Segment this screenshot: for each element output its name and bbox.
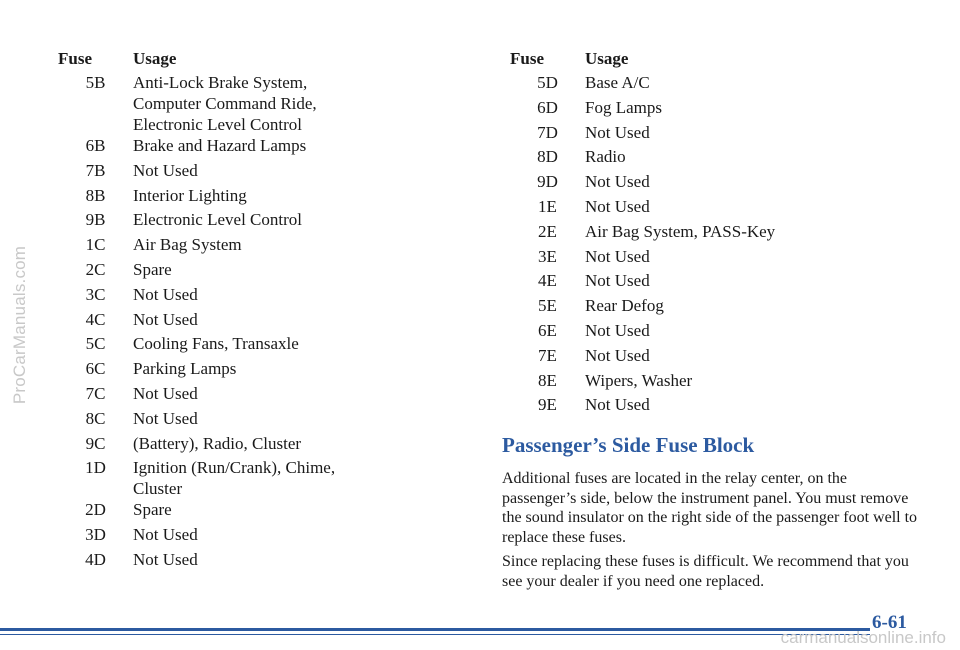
footer-rule xyxy=(0,628,870,638)
fuse-row xyxy=(58,358,358,383)
fuse-row xyxy=(58,259,358,284)
fuse-row xyxy=(58,309,358,334)
fuse-code: 4D xyxy=(85,549,106,569)
fuse-usage: Radio xyxy=(585,147,626,167)
fuse-code: 6C xyxy=(85,359,106,379)
usage-column-header: Usage xyxy=(585,49,629,68)
fuse-code: 1D xyxy=(85,458,106,478)
fuse-code: 3C xyxy=(85,284,106,304)
fuse-code: 7D xyxy=(537,122,558,142)
fuse-usage: Parking Lamps xyxy=(133,359,237,379)
fuse-row xyxy=(58,284,358,309)
fuse-row xyxy=(510,196,840,221)
fuse-code: 1E xyxy=(538,196,557,216)
fuse-row xyxy=(58,499,358,524)
fuse-row xyxy=(58,549,358,574)
fuse-code: 6B xyxy=(85,136,106,155)
fuse-code: 3D xyxy=(85,525,106,545)
fuse-usage: Not Used xyxy=(585,172,650,192)
fuse-row xyxy=(510,122,840,147)
fuse-code: 2D xyxy=(85,500,106,520)
fuse-row xyxy=(58,333,358,358)
fuse-usage: Brake and Hazard Lamps xyxy=(133,136,307,155)
fuse-usage: Wipers, Washer xyxy=(585,370,693,390)
fuse-row xyxy=(510,97,840,122)
fuse-code: 6E xyxy=(538,320,557,340)
page-number: 6-61 xyxy=(872,612,907,633)
fuse-code: 9E xyxy=(538,395,557,415)
fuse-row xyxy=(510,246,840,271)
fuse-row xyxy=(510,72,840,97)
footer-rule-thick xyxy=(0,628,870,631)
fuse-usage: Cooling Fans, Transaxle xyxy=(133,334,299,354)
fuse-usage: Not Used xyxy=(585,122,650,142)
fuse-code: 2E xyxy=(538,221,557,241)
fuse-usage: Electronic Level Control xyxy=(133,210,302,230)
fuse-row xyxy=(510,270,840,295)
fuse-usage: Not Used xyxy=(133,160,198,180)
fuse-row xyxy=(58,408,358,433)
fuse-usage: Not Used xyxy=(133,408,198,428)
fuse-code: 4C xyxy=(85,309,106,329)
fuse-usage: Not Used xyxy=(133,549,198,569)
fuse-code: 5B xyxy=(85,73,106,92)
fuse-usage: Ignition (Run/Crank), Chime, Cluster xyxy=(133,458,336,499)
fuse-row xyxy=(510,171,840,196)
fuse-code: 4E xyxy=(538,271,557,291)
fuse-code: 7C xyxy=(85,383,106,403)
fuse-row xyxy=(58,383,358,408)
fuse-code: 5C xyxy=(85,334,106,354)
fuse-row xyxy=(510,295,840,320)
fuse-usage: Base A/C xyxy=(585,73,650,92)
fuse-row xyxy=(510,221,840,246)
fuse-usage: Interior Lighting xyxy=(133,185,247,205)
usage-column-header: Usage xyxy=(133,49,177,68)
fuse-code: 2C xyxy=(85,259,106,279)
fuse-row xyxy=(58,433,358,458)
right-table-header xyxy=(510,48,840,72)
fuse-usage: Not Used xyxy=(585,345,650,365)
fuse-usage: Not Used xyxy=(133,284,198,304)
fuse-code: 8C xyxy=(85,408,106,428)
left-fuse-table xyxy=(58,48,358,574)
fuse-row xyxy=(58,185,358,210)
section-heading: Passenger’s Side Fuse Block xyxy=(502,433,755,457)
right-fuse-table xyxy=(510,48,840,419)
fuse-row xyxy=(510,146,840,171)
fuse-code: 9C xyxy=(85,433,106,453)
fuse-row xyxy=(58,524,358,549)
fuse-row xyxy=(510,370,840,395)
fuse-code: 6D xyxy=(537,97,558,117)
fuse-usage: Not Used xyxy=(585,320,650,340)
right-table-rows xyxy=(510,72,840,419)
fuse-usage: Spare xyxy=(133,500,172,520)
left-table-header xyxy=(58,48,358,72)
fuse-row xyxy=(510,345,840,370)
fuse-usage: Anti-Lock Brake System, Computer Command Ride, Electronic Level Control xyxy=(133,73,317,134)
fuse-code: 9D xyxy=(537,172,558,192)
fuse-code: 3E xyxy=(538,246,557,266)
fuse-usage: Not Used xyxy=(133,525,198,545)
fuse-column-header: Fuse xyxy=(510,49,544,68)
fuse-row xyxy=(58,209,358,234)
side-watermark-text: ProCarManuals.com xyxy=(10,245,29,405)
fuse-usage: Not Used xyxy=(585,196,650,216)
fuse-column-header: Fuse xyxy=(58,49,92,68)
fuse-code: 8B xyxy=(85,185,106,205)
section-paragraph-2: Since replacing these fuses is difficult. We recommend that you see your dealer if you need one replaced. xyxy=(502,553,909,590)
left-table-rows xyxy=(58,72,358,574)
fuse-usage: Not Used xyxy=(585,246,650,266)
fuse-row xyxy=(58,135,358,160)
fuse-code: 9B xyxy=(85,210,106,230)
fuse-usage: (Battery), Radio, Cluster xyxy=(133,433,302,453)
side-watermark xyxy=(8,0,32,650)
fuse-code: 7B xyxy=(85,160,106,180)
fuse-row xyxy=(510,320,840,345)
fuse-row xyxy=(58,160,358,185)
fuse-code: 1C xyxy=(85,235,106,255)
fuse-row xyxy=(58,457,358,499)
fuse-usage: Rear Defog xyxy=(585,296,664,316)
fuse-usage: Not Used xyxy=(133,309,198,329)
footer-rule-thin xyxy=(0,634,870,635)
fuse-row xyxy=(510,394,840,419)
fuse-usage: Not Used xyxy=(133,383,198,403)
fuse-code: 5E xyxy=(538,296,557,316)
fuse-row xyxy=(58,72,358,135)
fuse-usage: Air Bag System, PASS-Key xyxy=(585,221,776,241)
fuse-usage: Not Used xyxy=(585,271,650,291)
fuse-usage: Not Used xyxy=(585,395,650,415)
section-paragraph-1: Additional fuses are located in the relay center, on the passenger’s side, below the instrument panel. You must remove the sound insulator on the right side of the passenger foot well to replace these fuses. xyxy=(502,470,918,546)
fuse-usage: Air Bag System xyxy=(133,235,242,255)
fuse-usage: Spare xyxy=(133,259,172,279)
fuse-row xyxy=(58,234,358,259)
fuse-code: 8E xyxy=(538,370,557,390)
fuse-code: 8D xyxy=(537,147,558,167)
bottom-watermark: carmanualsonline.info xyxy=(780,628,946,647)
fuse-code: 5D xyxy=(537,73,558,92)
fuse-code: 7E xyxy=(538,345,557,365)
fuse-usage: Fog Lamps xyxy=(585,97,662,117)
